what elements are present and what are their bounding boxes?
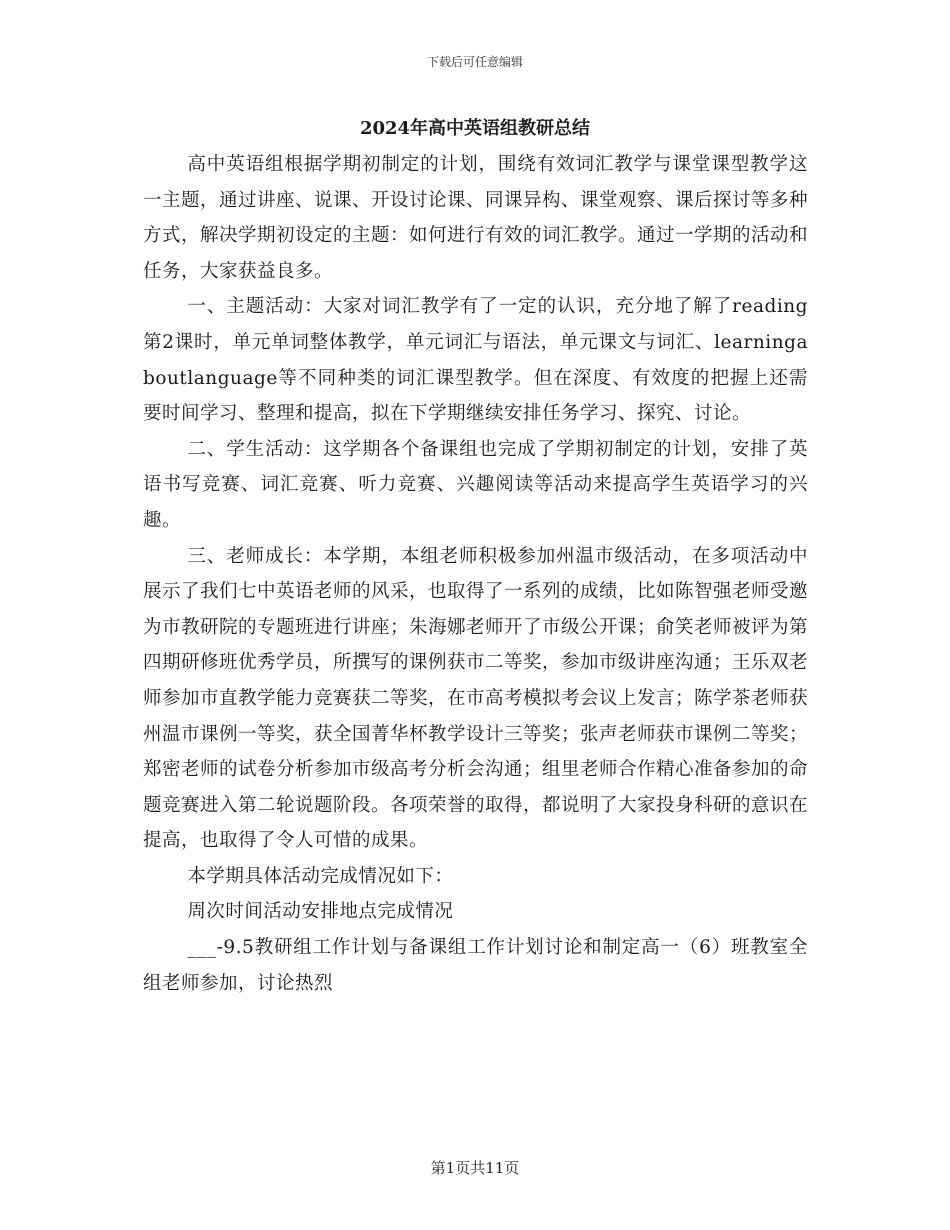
document-title: 2024年高中英语组教研总结 (359, 118, 591, 139)
page-number: 第1页共11页 (430, 1159, 520, 1177)
paragraph-table-row: ___-9.5教研组工作计划与备课组工作计划讨论和制定高一（6）班教室全组老师参加，讨论热烈 (143, 937, 808, 994)
paragraph-activity-summary: 本学期具体活动完成情况如下： (187, 865, 454, 887)
paragraph-theme-activities: 一、主题活动：大家对词汇教学有了一定的认识，充分地了解了reading第2课时，单元单词整体教学，单元词汇与语法，单元课文与词汇、learningaboutlanguage等不同种类的词汇课型教学。但在深度、有效度的把握上还需要时间学习、整理和提高，拟在下学期继续安排任务学习、探究、讨论。 (143, 296, 808, 425)
paragraph-intro: 高中英语组根据学期初制定的计划，围绕有效词汇教学与课堂课型教学这一主题，通过讲座、说课、开设讨论课、同课异构、课堂观察、课后探讨等多种方式，解决学期初设定的主题：如何进行有效的词汇教学。通过一学期的活动和任务，大家获益良多。 (143, 154, 809, 282)
paragraph-student-activities: 二、学生活动：这学期各个备课组也完成了学期初制定的计划，安排了英语书写竞赛、词汇竞赛、听力竞赛、兴趣阅读等活动来提高学生英语学习的兴趣。 (143, 438, 808, 531)
paragraph-table-header: 周次时间活动安排地点完成情况 (187, 901, 454, 923)
document-body (143, 147, 808, 1001)
paragraph-teacher-growth: 三、老师成长：本学期，本组老师积极参加州温市级活动，在多项活动中展示了我们七中英语老师的风采，也取得了一系列的成绩，比如陈智强老师受邀为市教研院的专题班进行讲座；朱海娜老师开了市级公开课；俞笑老师被评为第四期研修班优秀学员，所撰写的课例获市二等奖，参加市级讲座沟通；王乐双老师参加市直教学能力竞赛获二等奖，在市高考模拟考会议上发言；陈学茶老师获州温市课例一等奖，获全国菁华杯教学设计三等奖；张声老师获市课例二等奖；郑密老师的试卷分析参加市级高考分析会沟通；组里老师合作精心准备参加的命题竞赛进入第二轮说题阶段。各项荣誉的取得，都说明了大家投身科研的意识在提高，也取得了令人可惜的成果。 (143, 545, 809, 852)
header-note: 下载后可任意编辑 (426, 55, 523, 69)
